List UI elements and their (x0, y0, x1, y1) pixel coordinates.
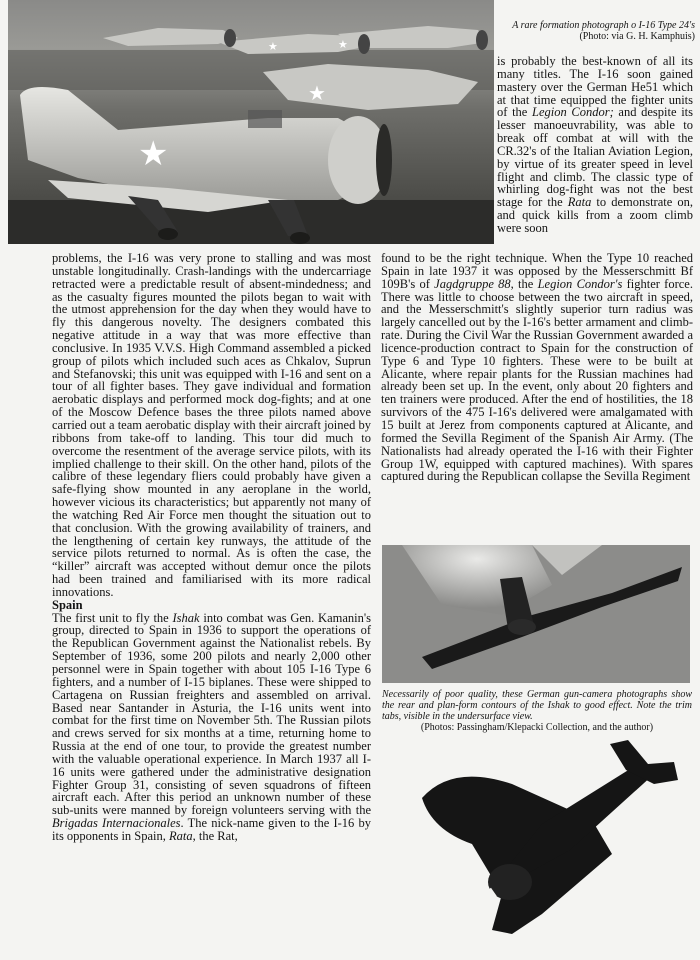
caption-text: Necessarily of poor quality, these German gun-camera photographs show the rear and plan-form contours of the Ishak to good effect. Note the trim tabs, visible in the undersurface view. (382, 689, 692, 722)
gun-camera-photo-rear (382, 545, 690, 683)
right-column-top: is probably the best-known of all its many titles. The I-16 soon gained mastery over the German He51 which at that time equipped the fighter units of the Legion Condor; and despite its lesser manoeuvrability, was able to break off combat at will with the CR.32's of the Italian Aviation Legion, by virtue of its greater speed in level flight and climb. The classic type of whirling dog-fight was not the best stage for the Rata to demonstrate on, and quick kills from a zoom climb were soon (497, 54, 694, 235)
svg-text:★: ★ (308, 81, 326, 105)
svg-text:★: ★ (338, 38, 348, 51)
caption-text: A rare formation photograph o I-16 Type 24's (512, 20, 695, 31)
caption-credit: (Photo: via G. H. Kamphuis) (579, 31, 695, 42)
left-column (52, 252, 371, 843)
svg-text:★: ★ (268, 40, 278, 53)
right-column-middle: found to be the right technique. When the Type 10 reached Spain in late 1937 it was opposed by the Messerschmitt Bf 109B's of Jagdgruppe 88, the Legion Condor's fighter force. There was little to choose between the two aircraft in speed, and the Messerschmitt's slightly superior turn radius was largely cancelled out by the I-16's better armament and climb-rate. During the Civil War the Russian Government awarded a licence-production contract to Spain for the construction of Type 6 and Type 10 fighters. These were to be built at Alicante, where repair plants for the Russian machines had already been set up. In the event, only about 20 fighters and ten trainers were produced. After the end of hostilities, the 18 survivors of the 475 I-16's delivered were amalgamated with 15 built at Jerez from components captured at Alicante, and formed the Sevilla Regiment of the Spanish Air Army. (The Nationalists had already operated the I-16 with their Fighter Group 1W, equipped with captured machines). With spares captured during the Republican collapse the Sevilla Regiment (381, 251, 693, 484)
section-heading-spain: Spain (52, 597, 83, 612)
formation-photo (8, 0, 494, 244)
left-paragraph-2: The first unit to fly the Ishak into combat was Gen. Kamanin's group, directed to Spain in 1936 to support the operations of the Republican Government against the Nationalist rebels. By September of 1936, some 200 pilots and nearly 2,000 other personnel were in Spain together with about 105 I-16 Type 6 fighters, and a number of I-15 biplanes. These were shipped to Cartagena on Russian freighters and assembled on arrival. Based near Santander in Asturia, the I-16 units went into combat for the first time on November 5th. The Russian pilots and crews served for six months at a time, returning home to Russia at the end of one tour, to provide the greatest number with the valuable operational experience. In March 1937 all I-16 units were gathered under the administrative designation Fighter Group 31, consisting of seven squadrons of fifteen aircraft each. After this period an unknown number of these sub-units were manned by foreign volunteers serving with the Brigadas Internacionales. The nick-name given to the I-16 by its opponents in Spain, Rata, the Rat, (52, 610, 371, 843)
gun-camera-caption (382, 689, 692, 733)
svg-text:★: ★ (138, 134, 169, 174)
gun-camera-photo-plan (392, 734, 692, 954)
caption-credit: (Photos: Passingham/Klepacki Collection, and the author) (420, 722, 654, 733)
left-paragraph-1: problems, the I-16 was very prone to stalling and was most unstable longitudinally. Crash-landings with the undercarriage retracted were a predictable result of absent-mindedness; and as the casualty figures mounted the pilots began to wait with the utmost apprehension for the day when they would have to fly this dangerous novelty. The designers combated this negative attitude in a way that was more effective than conclusive. In 1935 V.V.S. High Command assembled a picked group of pilots which included such aces as Chkalov, Suprun and Stefanovski; this unit was equipped with I-16 and sent on a tour of all fighter bases. They gave individual and formation aerobatic displays and performed mock dog-fights; and at one of the Moscow Defence bases the three pilots named above carried out a team aerobatic display with their aircraft joined by ribbons from take-off to landing. This tour did much to overcome the resentment of the average service pilots, with its implied challenge to their skill. On the other hand, pilots of the calibre of these legendary fliers could probably have given a safe-flying show mounted in any aeroplane in the world, however vicious its characteristics; but apparently not many of the watching Red Air Force men thought the situation out to that conclusion. With the growing availability of trainers, and the lengthening of certain key runways, the attitude of the service pilots returned to normal. As is often the case, the “killer” aircraft was accepted without demur once the pilots had been trained and familiarised with its more radical innovations. (52, 251, 371, 599)
top-photo-caption (499, 20, 695, 42)
